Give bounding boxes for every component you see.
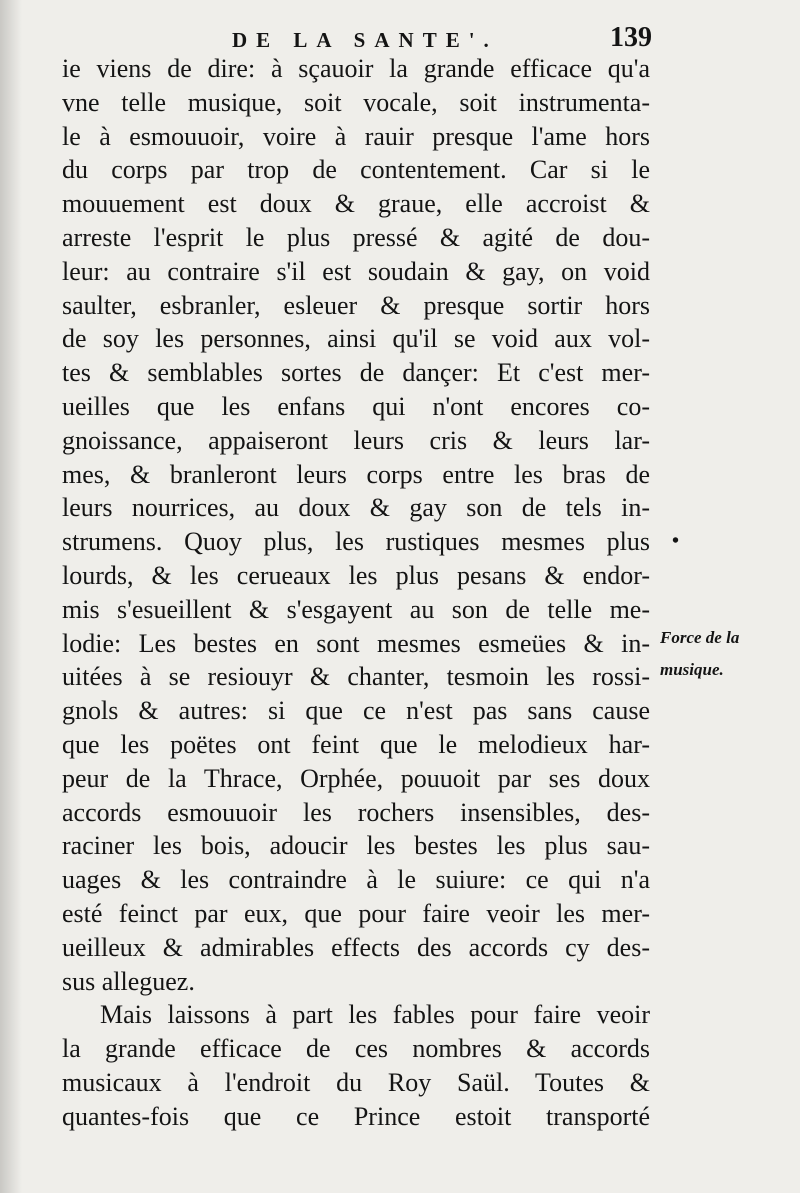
running-title: DE LA SANTE'. (232, 28, 498, 52)
text-line: lodie: Les bestes en sont mesmes esmeües & in- (62, 628, 650, 658)
text-line: sus alleguez. (62, 966, 195, 996)
page-number: 139 (610, 22, 652, 53)
text-line: que les poëtes ont feint que le melodieux har- (62, 729, 650, 759)
text-line: gnoissance, appaiseront leurs cris & leurs lar- (62, 425, 650, 455)
text-line: mes, & branleront leurs corps entre les bras de (62, 459, 650, 489)
text-line: peur de la Thrace, Orphée, pouuoit par ses doux (62, 763, 650, 793)
text-line: raciner les bois, adoucir les bestes les plus sau- (62, 831, 650, 861)
text-line: arreste l'esprit le plus pressé & agité de dou- (62, 222, 650, 252)
text-line: ie viens de dire: à sçauoir la grande efficace qu'a (62, 54, 650, 83)
text-line: vne telle musique, soit vocale, soit instrumenta- (62, 87, 650, 117)
text-line: mouuement est doux & graue, elle accroist & (62, 189, 650, 219)
text-line: uages & les contraindre à le suiure: ce qui n'a (62, 865, 650, 895)
text-line: musicaux à l'endroit du Roy Saül. Toutes & (62, 1067, 650, 1097)
text-line: mis s'esueillent & s'esgayent au son de telle me- (62, 594, 650, 624)
text-line: la grande efficace de ces nombres & accords (62, 1034, 650, 1064)
text-line: du corps par trop de contentement. Car si le (62, 155, 650, 185)
margin-note (660, 622, 790, 686)
text-line: tes & semblables sortes de dançer: Et c'est mer- (62, 358, 650, 388)
text-line: lourds, & les cerueaux les plus pesans & endor- (62, 560, 650, 590)
text-line: esté feinct par eux, que pour faire veoir les mer- (62, 898, 650, 928)
text-line: gnols & autres: si que ce n'est pas sans cause (62, 696, 650, 726)
text-line: accords esmouuoir les rochers insensibles, des- (62, 797, 650, 827)
gutter-shadow (0, 0, 22, 1193)
text-line: de soy les personnes, ainsi qu'il se void aux vol- (62, 324, 650, 354)
text-line: Mais laissons à part les fables pour faire veoir (100, 1000, 650, 1030)
text-line: leurs nourrices, au doux & gay son de tels in- (62, 493, 650, 523)
text-line: ueilles que les enfans qui n'ont encores co- (62, 391, 650, 421)
text-line: strumens. Quoy plus, les rustiques mesmes plus (62, 527, 650, 557)
text-line: uitées à se resiouyr & chanter, tesmoin les rossi- (62, 662, 650, 692)
text-line: le à esmouuoir, voire à rauir presque l'ame hors (62, 121, 650, 151)
text-line: saulter, esbranler, esleuer & presque sortir hors (62, 290, 650, 320)
text-line: ueilleux & admirables effects des accords cy des- (62, 932, 650, 962)
margin-note-line: musique. (660, 660, 724, 679)
text-line: quantes-fois que ce Prince estoit transporté (62, 1101, 650, 1131)
margin-note-line: Force de la (660, 628, 740, 647)
text-line: leur: au contraire s'il est soudain & gay, on void (62, 256, 650, 286)
body-text (62, 52, 650, 1134)
margin-bullet-icon: • (672, 530, 680, 552)
